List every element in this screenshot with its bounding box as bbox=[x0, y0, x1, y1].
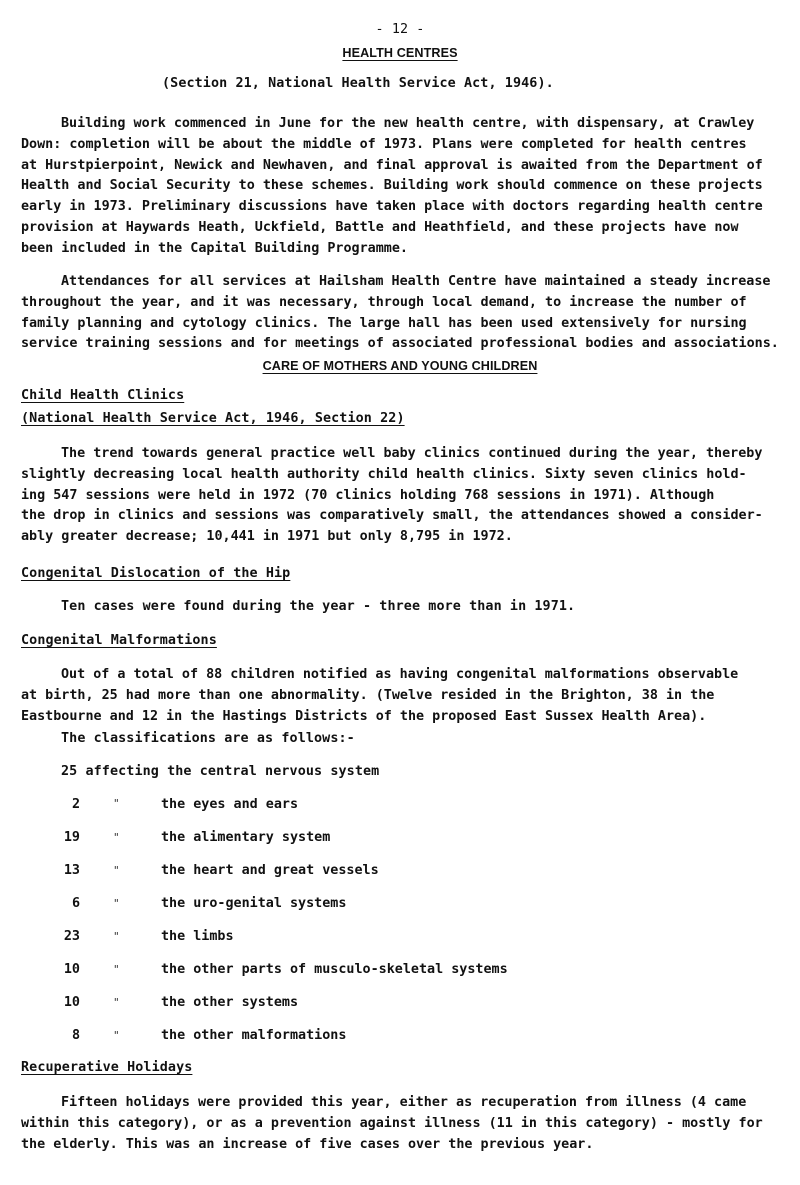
paragraph-line: provision at Haywards Heath, Uckfield, Battle and Heathfield, and these projects have now bbox=[21, 219, 739, 235]
ditto-mark: " bbox=[113, 864, 120, 877]
subheading-recuperative-holidays: Recuperative Holidays bbox=[21, 1060, 193, 1075]
subheading-child-health-clinics: Child Health Clinics bbox=[21, 388, 185, 403]
classification-count: 23 bbox=[63, 929, 80, 944]
classification-system: the eyes and ears bbox=[161, 797, 299, 812]
classification-row-first: 25 affecting the central nervous system bbox=[61, 764, 380, 779]
ditto-mark: " bbox=[113, 930, 120, 943]
classification-system: the alimentary system bbox=[161, 830, 331, 845]
classification-count: 19 bbox=[63, 830, 80, 845]
paragraph-line: Eastbourne and 12 in the Hastings Districts of the proposed East Sussex Health Area). bbox=[21, 708, 707, 724]
paragraph-child-clinics bbox=[21, 444, 781, 548]
classification-count: 13 bbox=[63, 863, 80, 878]
paragraph-line: been included in the Capital Building Programme. bbox=[21, 240, 408, 256]
page-subheading: (Section 21, National Health Service Act, 1946). bbox=[162, 76, 554, 91]
paragraph-health-centres-building bbox=[21, 114, 781, 260]
classification-count: 2 bbox=[71, 797, 80, 812]
ditto-mark: " bbox=[113, 831, 120, 844]
paragraph-line: Building work commenced in June for the new health centre, with dispensary, at Crawley bbox=[61, 116, 755, 131]
classification-count: 10 bbox=[63, 995, 80, 1010]
subheading-congenital-malformations: Congenital Malformations bbox=[21, 633, 217, 648]
paragraph-line: early in 1973. Preliminary discussions have taken place with doctors regarding health centre bbox=[21, 199, 763, 215]
paragraph-line: the drop in clinics and sessions was comparatively small, the attendances showed a consider- bbox=[21, 508, 763, 524]
classification-count: 8 bbox=[71, 1028, 80, 1043]
paragraph-line: Down: completion will be about the middle of 1973. Plans were completed for health centres bbox=[21, 136, 747, 152]
paragraph-line: The trend towards general practice well baby clinics continued during the year, thereby bbox=[61, 446, 763, 461]
classification-system: the uro-genital systems bbox=[161, 896, 347, 911]
paragraph-line: ably greater decrease; 10,441 in 1971 but only 8,795 in 1972. bbox=[21, 529, 513, 545]
paragraph-line: Out of a total of 88 children notified as having congenital malformations observable bbox=[61, 667, 739, 682]
hip-dislocation-text: Ten cases were found during the year - three more than in 1971. bbox=[61, 599, 576, 614]
paragraph-line: ing 547 sessions were held in 1972 (70 clinics holding 768 sessions in 1971). Although bbox=[21, 487, 715, 503]
classification-system: the other systems bbox=[161, 995, 299, 1010]
paragraph-line: the elderly. This was an increase of five cases over the previous year. bbox=[21, 1136, 594, 1152]
paragraph-line: slightly decreasing local health authority child health clinics. Sixty seven clinics hold- bbox=[21, 466, 747, 482]
ditto-mark: " bbox=[113, 1029, 120, 1042]
paragraph-line: Attendances for all services at Hailsham Health Centre have maintained a steady increase bbox=[61, 274, 771, 289]
page-number: - 12 - bbox=[375, 22, 425, 37]
ditto-mark: " bbox=[113, 996, 120, 1009]
classification-system: the limbs bbox=[161, 929, 234, 944]
paragraph-line: Fifteen holidays were provided this year, either as recuperation from illness (4 came bbox=[61, 1095, 747, 1110]
paragraph-line: within this category), or as a prevention against illness (11 in this category) - mostly for bbox=[21, 1115, 763, 1131]
section-heading-mothers-children: CARE OF MOTHERS AND YOUNG CHILDREN bbox=[262, 359, 538, 373]
classification-count: 10 bbox=[63, 962, 80, 977]
paragraph-recuperative-holidays bbox=[21, 1093, 781, 1155]
classifications-intro: The classifications are as follows:- bbox=[61, 731, 355, 746]
paragraph-line: family planning and cytology clinics. The large hall has been used extensively for nursing bbox=[21, 315, 747, 331]
classification-system: the other parts of musculo-skeletal systems bbox=[161, 962, 508, 977]
subheading-act-reference: (National Health Service Act, 1946, Section 22) bbox=[21, 411, 405, 426]
ditto-mark: " bbox=[113, 797, 120, 810]
paragraph-line: service training sessions and for meetings of associated professional bodies and associations. bbox=[21, 336, 779, 352]
page-heading: HEALTH CENTRES bbox=[342, 46, 458, 60]
classification-count: 6 bbox=[71, 896, 80, 911]
ditto-mark: " bbox=[113, 963, 120, 976]
paragraph-malformations bbox=[21, 665, 781, 727]
paragraph-line: at Hurstpierpoint, Newick and Newhaven, and final approval is awaited from the Department of bbox=[21, 157, 763, 173]
paragraph-hailsham-attendances bbox=[21, 272, 781, 355]
paragraph-line: Health and Social Security to these schemes. Building work should commence on these projects bbox=[21, 178, 763, 194]
classification-system: the other malformations bbox=[161, 1028, 347, 1043]
ditto-mark: " bbox=[113, 897, 120, 910]
paragraph-line: throughout the year, and it was necessary, through local demand, to increase the number of bbox=[21, 294, 747, 310]
paragraph-line: at birth, 25 had more than one abnormality. (Twelve resided in the Brighton, 38 in the bbox=[21, 687, 715, 703]
classification-system: the heart and great vessels bbox=[161, 863, 379, 878]
subheading-hip-dislocation: Congenital Dislocation of the Hip bbox=[21, 566, 291, 581]
